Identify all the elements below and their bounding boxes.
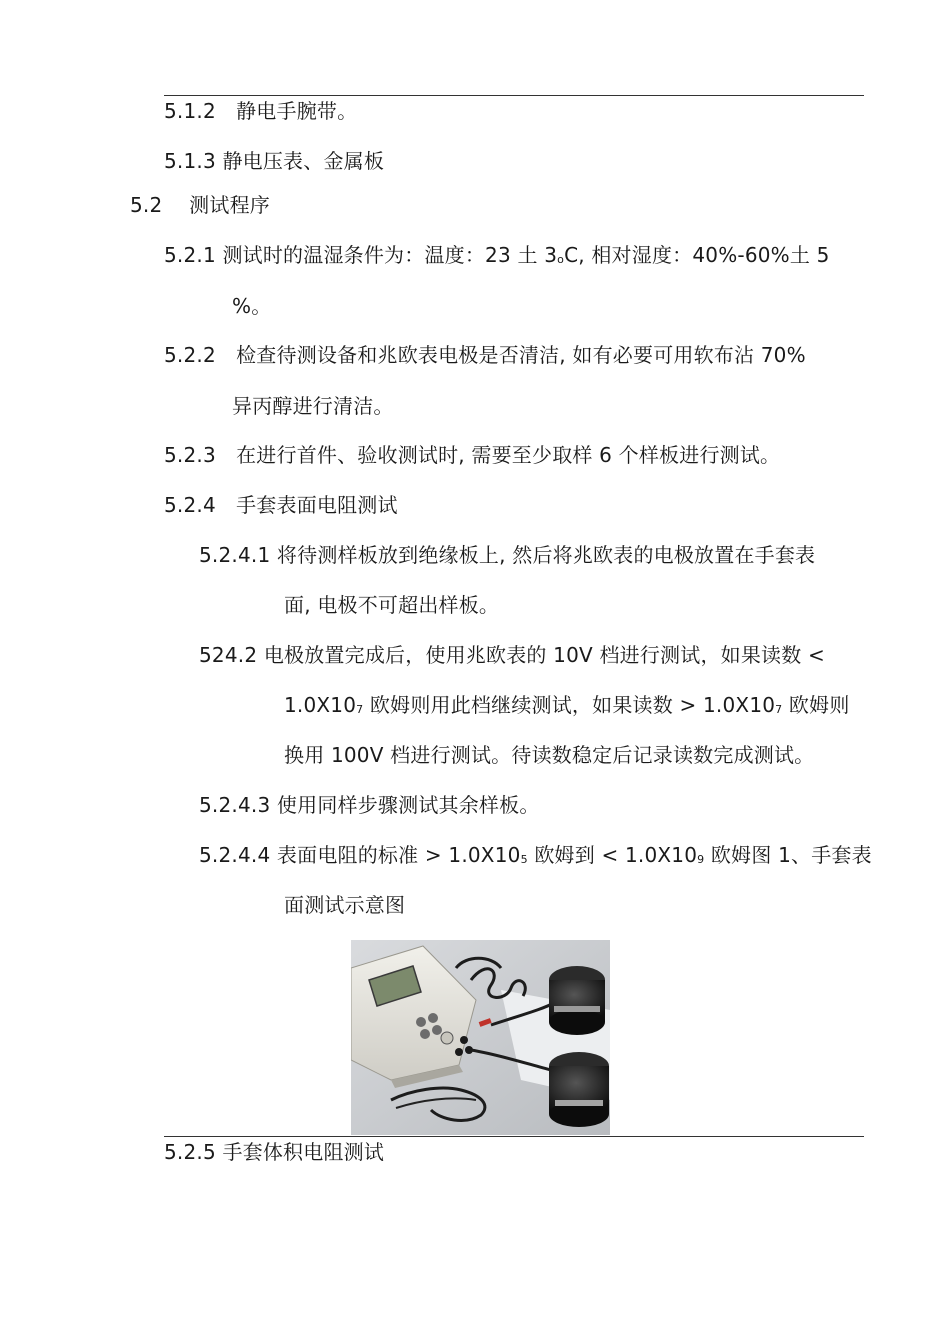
item-5-2-3: 5.2.3 在进行首件、验收测试时, 需要至少取样 6 个样板进行测试。 [164,443,781,467]
item-5-2-4-3: 5.2.4.3 使用同样步骤测试其余样板。 [199,793,540,817]
item-5-1-3: 5.1.3 静电压表、金属板 [164,149,385,173]
item-5-2-4-2-cont1: $1.0X10_7$ 欧姆则用此档继续测试，如果读数 > $1.0X10_7$ 欧姆则 [284,693,850,717]
item-5-2-4-2: 524.2 电极放置完成后，使用兆欧表的 10V 档进行测试，如果读数 < [199,643,825,667]
item-5-1-2: 5.1.2 静电手腕带。 [164,99,358,123]
item-5-2-4-1: 5.2.4.1 将待测样板放到绝缘板上, 然后将兆欧表的电极放置在手套表 [199,543,816,567]
item-5-2-2: 5.2.2 检查待测设备和兆欧表电极是否清洁, 如有必要可用软布沾 70% [164,343,806,367]
header-rule [164,95,864,96]
item-5-2-4-2-cont2: 换用 100V 档进行测试。待读数稳定后记录读数完成测试。 [284,743,815,767]
item-5-2-4-4-cont: 面测试示意图 [284,893,406,917]
item-5-2-4-1-cont: 面, 电极不可超出样板。 [284,593,500,617]
item-5-2-1-cont: %。 [232,294,272,318]
item-5-2-2-cont: 异丙醇进行清洁。 [232,394,394,418]
item-5-2-5: 5.2.5 手套体积电阻测试 [164,1140,385,1164]
item-5-2-4: 5.2.4 手套表面电阻测试 [164,493,398,517]
section-5-2-heading: 5.2 测试程序 [130,193,270,217]
item-5-2-1: 5.2.1 测试时的温湿条件为：温度：23 土 $3_oC$, 相对湿度：40%-60%土 5 [164,243,830,267]
footer-rule [164,1136,864,1137]
item-5-2-4-4: 5.2.4.4 表面电阻的标准 > $1.0X10_5$ 欧姆到 < $1.0X10_9$ 欧姆图 1、手套表 [199,843,872,867]
test-setup-photo [351,940,610,1135]
